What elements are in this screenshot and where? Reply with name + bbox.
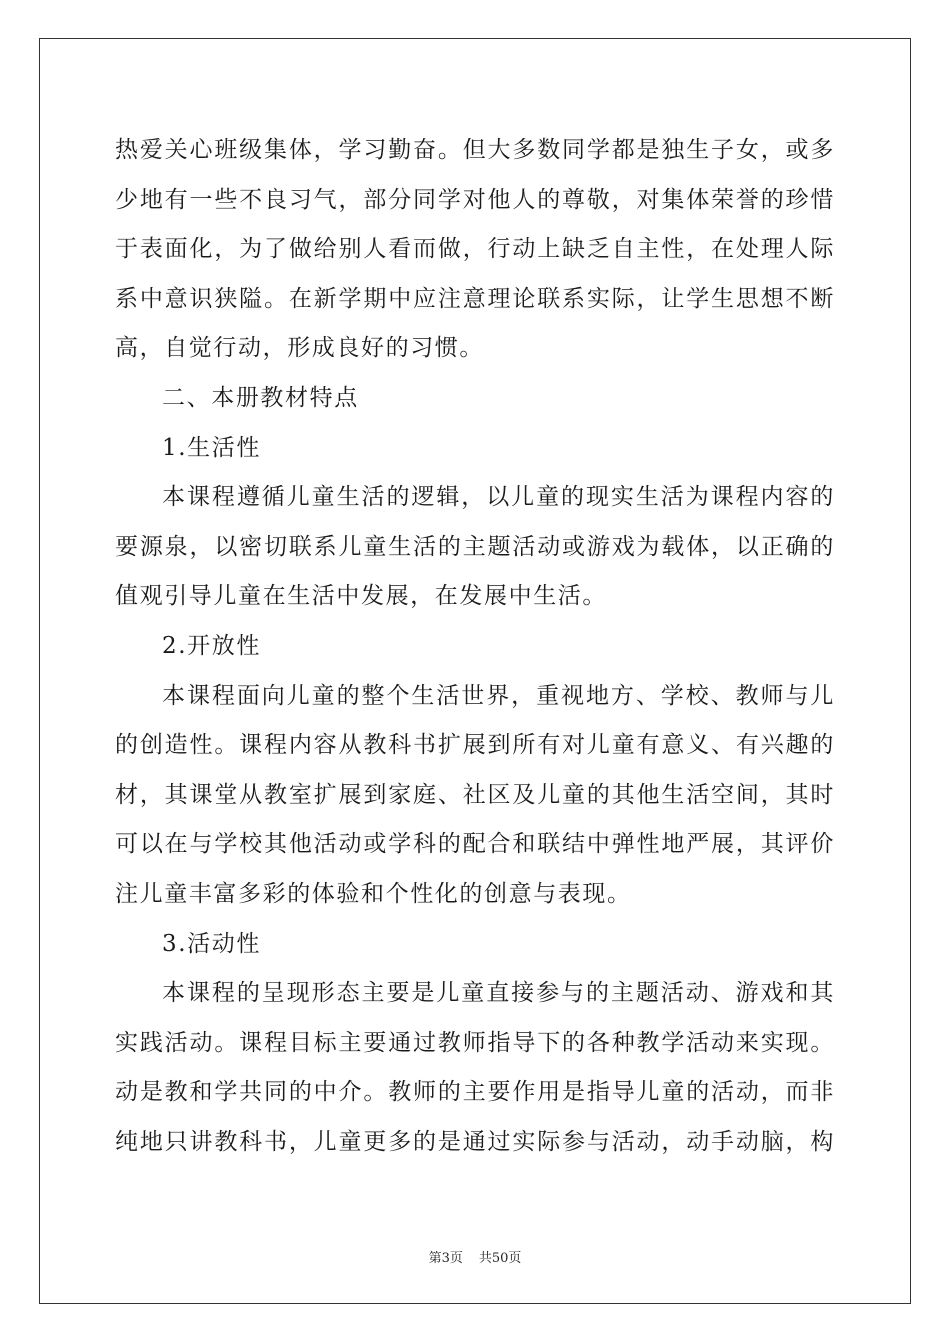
subsection-heading: 3.活动性 bbox=[162, 930, 261, 957]
section-heading: 二、本册教材特点 bbox=[162, 384, 359, 411]
text-line: 注儿童丰富多彩的体验和个性化的创意与表现。 bbox=[115, 880, 632, 907]
subsection-heading: 2.开放性 bbox=[162, 632, 261, 659]
text-line: 于表面化，为了做给别人看而做，行动上缺乏自主性，在处理人际 bbox=[115, 236, 835, 263]
text-line: 值观引导儿童在生活中发展，在发展中生活。 bbox=[115, 583, 607, 610]
text-line: 要源泉，以密切联系儿童生活的主题活动或游戏为载体，以正确的 bbox=[115, 533, 835, 560]
text-line: 动是教和学共同的中介。教师的主要作用是指导儿童的活动，而非 bbox=[115, 1079, 835, 1106]
text-line: 本课程面向儿童的整个生活世界，重视地方、学校、教师与儿 bbox=[162, 682, 835, 709]
text-line: 纯地只讲教科书，儿童更多的是通过实际参与活动，动手动脑，构 bbox=[115, 1128, 835, 1155]
text-line: 本课程遵循儿童生活的逻辑，以儿童的现实生活为课程内容的 bbox=[162, 484, 835, 511]
text-line: 本课程的呈现形态主要是儿童直接参与的主题活动、游戏和其 bbox=[162, 980, 835, 1007]
text-line: 系中意识狭隘。在新学期中应注意理论联系实际，让学生思想不断 bbox=[115, 285, 835, 312]
text-line: 热爱关心班级集体，学习勤奋。但大多数同学都是独生子女，或多 bbox=[115, 137, 835, 163]
text-line: 的创造性。课程内容从教科书扩展到所有对儿童有意义、有兴趣的 bbox=[115, 732, 835, 759]
page-footer bbox=[0, 1247, 950, 1266]
text-line: 少地有一些不良习气，部分同学对他人的尊敬，对集体荣誉的珍惜 bbox=[115, 186, 835, 213]
text-line: 可以在与学校其他活动或学科的配合和联结中弹性地严展，其评价 bbox=[115, 831, 835, 858]
text-line: 材，其课堂从教室扩展到家庭、社区及儿童的其他生活空间，其时 bbox=[115, 781, 835, 808]
text-line: 实践活动。课程目标主要通过教师指导下的各种教学活动来实现。 bbox=[115, 1029, 835, 1056]
text-line: 高，自觉行动，形成良好的习惯。 bbox=[115, 335, 484, 362]
document-body bbox=[115, 126, 835, 1167]
page-total: 共50页 bbox=[478, 1251, 522, 1266]
page-number: 第3页 bbox=[428, 1251, 463, 1266]
subsection-heading: 1.生活性 bbox=[162, 434, 261, 461]
